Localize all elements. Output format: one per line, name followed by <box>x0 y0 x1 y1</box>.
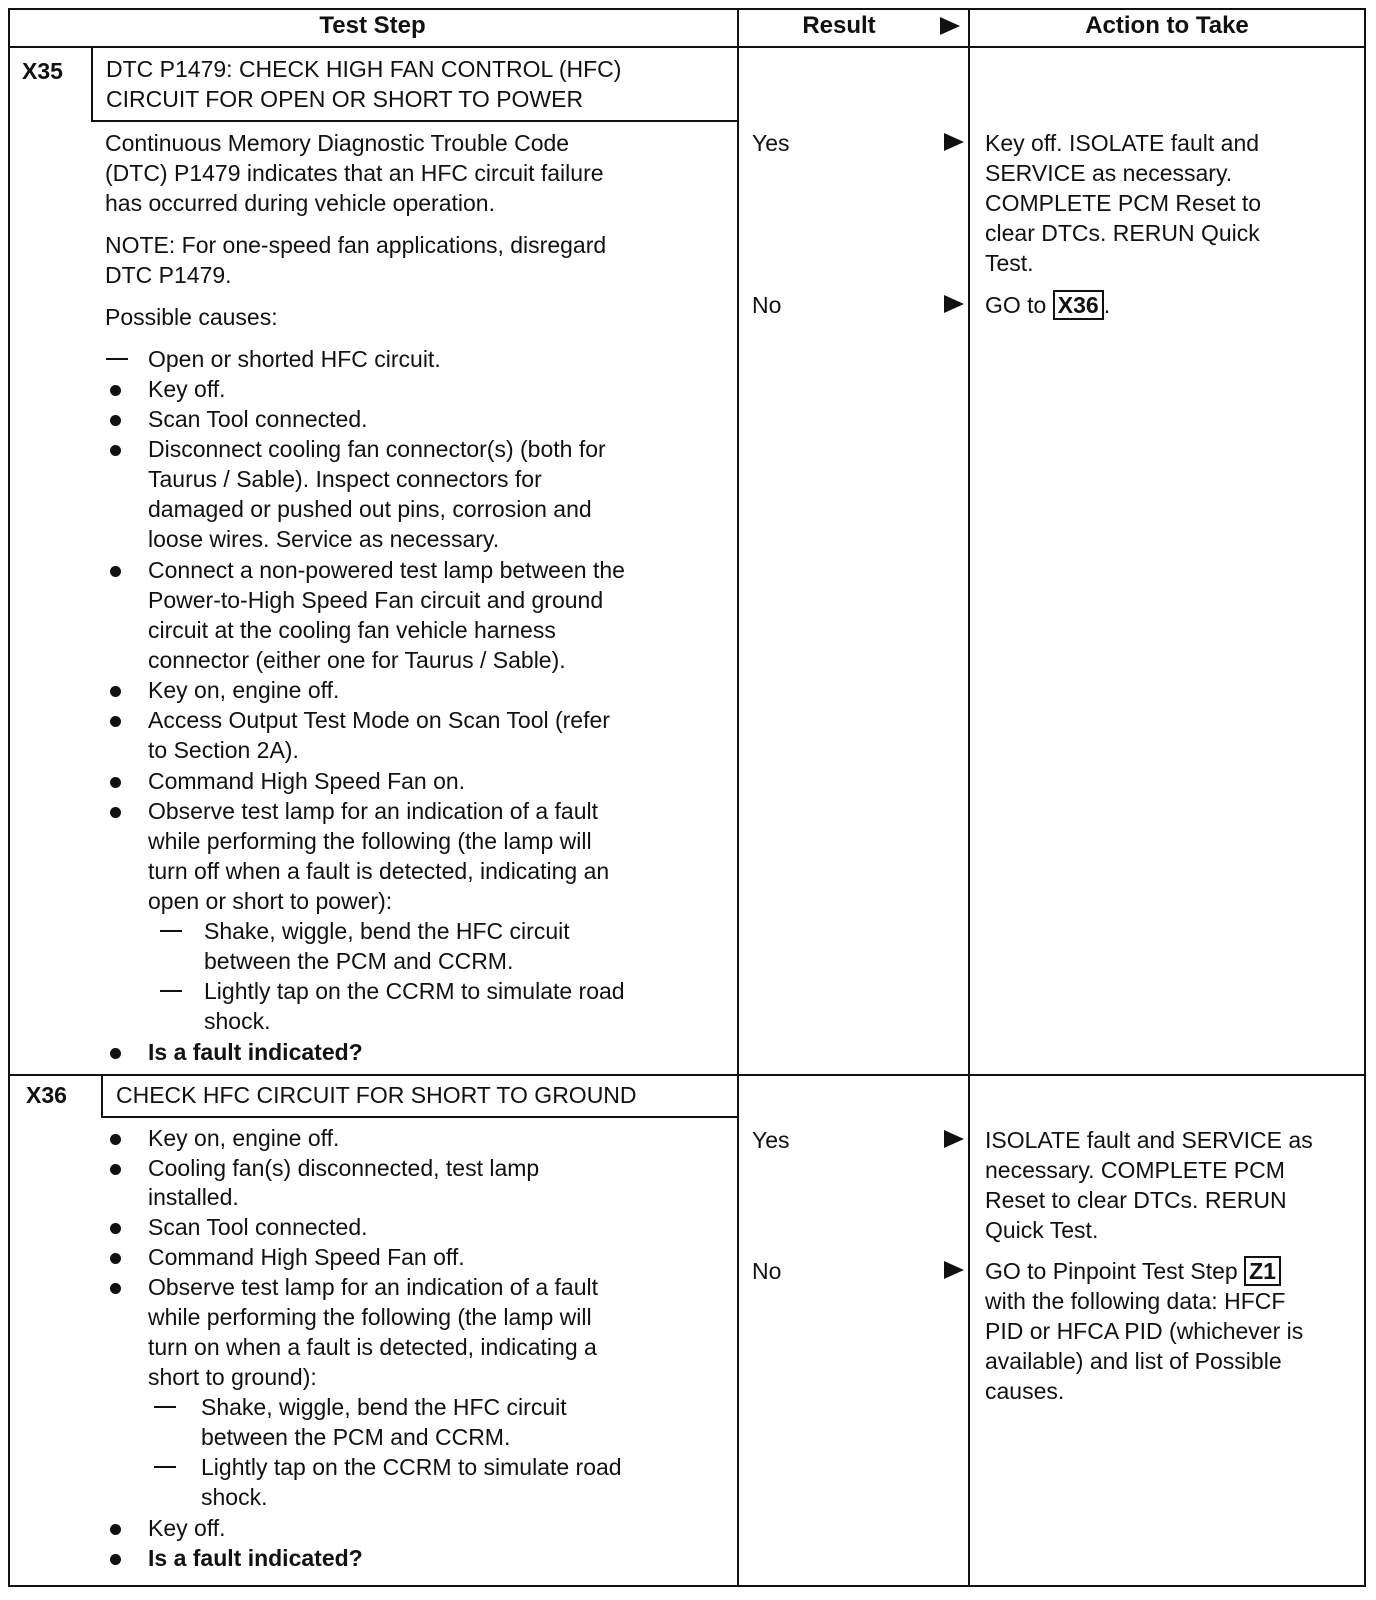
header-test-step: Test Step <box>319 12 426 39</box>
x35-b1: Key off. <box>148 376 226 402</box>
x35-b3-line-4: loose wires. Service as necessary. <box>148 526 500 552</box>
x35-b4-line-3: circuit at the cooling fan vehicle harness <box>148 617 556 643</box>
x35-title-bottom-border <box>91 120 739 122</box>
x36-b5-line-1: Observe test lamp for an indication of a fault <box>148 1274 599 1300</box>
x35-intro-line-1: Continuous Memory Diagnostic Trouble Code <box>105 130 570 156</box>
x35-id-divider <box>91 46 93 121</box>
x36-bullet-4 <box>110 1253 121 1264</box>
x36-b4: Command High Speed Fan off. <box>148 1244 465 1270</box>
x36-b3: Scan Tool connected. <box>148 1214 368 1240</box>
x35-b4-line-4: connector (either one for Taurus / Sable). <box>148 647 566 673</box>
x35-yes-action-line-5: Test. <box>985 250 1034 276</box>
x35-b8-line-1: Observe test lamp for an indication of a fault <box>148 798 599 824</box>
x36-no-action-line-2: with the following data: HFCF <box>985 1288 1286 1314</box>
x35-b8-line-4: open or short to power): <box>148 888 393 914</box>
x36-no-action-line-3: PID or HFCA PID (whichever is <box>985 1318 1304 1344</box>
x35-question: Is a fault indicated? <box>148 1039 363 1065</box>
x35-bullet-8 <box>110 807 121 818</box>
x35-note-line-2: DTC P1479. <box>105 262 232 288</box>
x36-bullet-1 <box>110 1134 121 1145</box>
x35-bullet-9 <box>110 1048 121 1059</box>
x35-yes-action-line-4: clear DTCs. RERUN Quick <box>985 220 1260 246</box>
x35-b6-line-1: Access Output Test Mode on Scan Tool (refer <box>148 707 610 733</box>
x35-bullet-2 <box>110 415 121 426</box>
x36-b2-line-1: Cooling fan(s) disconnected, test lamp <box>148 1155 540 1181</box>
x35-b2: Scan Tool connected. <box>148 406 368 432</box>
x35-no-action <box>985 290 1110 320</box>
x36-yes-action-line-3: Reset to clear DTCs. RERUN <box>985 1187 1287 1213</box>
x36-title-bottom-border <box>101 1116 739 1118</box>
x36-bullet-3 <box>110 1223 121 1234</box>
x35-b4-line-2: Power-to-High Speed Fan circuit and ground <box>148 587 604 613</box>
x35-sub1-line-1: Shake, wiggle, bend the HFC circuit <box>204 918 570 944</box>
x36-goto-z1-link[interactable]: Z1 <box>1244 1256 1281 1286</box>
x36-result-no: No <box>752 1258 782 1284</box>
x36-no-arrow-icon <box>944 1261 964 1279</box>
x36-sub1-line-2: between the PCM and CCRM. <box>201 1424 511 1450</box>
x36-id-divider <box>101 1074 103 1118</box>
x35-bullet-4 <box>110 566 121 577</box>
x36-b5-line-4: short to ground): <box>148 1364 317 1390</box>
x35-sub2-line-2: shock. <box>204 1008 271 1034</box>
x36-bullet-7 <box>110 1554 121 1565</box>
x35-cause-open: Open or shorted HFC circuit. <box>148 346 441 372</box>
x36-bullet-6 <box>110 1524 121 1535</box>
x36-sub2-dash <box>154 1466 176 1468</box>
x36-b2-line-2: installed. <box>148 1184 239 1210</box>
table-right-border <box>1364 8 1366 1587</box>
x35-b8-line-3: turn off when a fault is detected, indicating an <box>148 858 610 884</box>
x36-result-yes: Yes <box>752 1127 790 1153</box>
x36-step-id: X36 <box>26 1082 67 1108</box>
header-bottom-border <box>8 46 1366 48</box>
x36-sub1-line-1: Shake, wiggle, bend the HFC circuit <box>201 1394 567 1420</box>
x35-b5: Key on, engine off. <box>148 677 340 703</box>
x36-yes-action-line-2: necessary. COMPLETE PCM <box>985 1157 1285 1183</box>
header-action: Action to Take <box>1085 12 1249 39</box>
x35-yes-arrow-icon <box>944 133 964 151</box>
x35-b8-line-2: while performing the following (the lamp will <box>148 828 592 854</box>
x35-bullet-3 <box>110 445 121 456</box>
x36-no-action-line-1 <box>985 1256 1281 1286</box>
table-bottom-border <box>8 1585 1366 1587</box>
x35-b4-line-1: Connect a non-powered test lamp between the <box>148 557 625 583</box>
x36-no-action-line-5: causes. <box>985 1378 1065 1404</box>
x36-yes-action-line-4: Quick Test. <box>985 1217 1099 1243</box>
x35-b7: Command High Speed Fan on. <box>148 768 466 794</box>
x36-b6: Key off. <box>148 1515 226 1541</box>
x36-no-action-line-4: available) and list of Possible <box>985 1348 1282 1374</box>
x35-intro-line-2: (DTC) P1479 indicates that an HFC circuit failure <box>105 160 604 186</box>
x35-no-action-prefix: GO to <box>985 292 1053 318</box>
x36-sub2-line-1: Lightly tap on the CCRM to simulate road <box>201 1454 622 1480</box>
x35-possible-causes: Possible causes: <box>105 304 278 330</box>
x35-bullet-6 <box>110 716 121 727</box>
x36-b5-line-3: turn on when a fault is detected, indicating a <box>148 1334 597 1360</box>
x35-sub2-line-1: Lightly tap on the CCRM to simulate road <box>204 978 625 1004</box>
x35-bullet-1 <box>110 385 121 396</box>
x35-bullet-5 <box>110 686 121 697</box>
x36-title: CHECK HFC CIRCUIT FOR SHORT TO GROUND <box>116 1082 637 1108</box>
x36-b1: Key on, engine off. <box>148 1125 340 1151</box>
x35-x36-separator <box>8 1074 1366 1076</box>
x36-yes-arrow-icon <box>944 1130 964 1148</box>
x35-yes-action-line-3: COMPLETE PCM Reset to <box>985 190 1262 216</box>
x36-sub1-dash <box>154 1406 176 1408</box>
table-top-border <box>8 8 1366 10</box>
x35-title-line-1: DTC P1479: CHECK HIGH FAN CONTROL (HFC) <box>106 56 622 82</box>
x35-sub1-line-2: between the PCM and CCRM. <box>204 948 514 974</box>
x36-b5-line-2: while performing the following (the lamp will <box>148 1304 592 1330</box>
x35-yes-action-line-2: SERVICE as necessary. <box>985 160 1233 186</box>
x35-title-line-2: CIRCUIT FOR OPEN OR SHORT TO POWER <box>106 86 584 112</box>
x35-bullet-7 <box>110 777 121 788</box>
result-column-divider <box>737 8 739 1587</box>
x35-yes-action-line-1: Key off. ISOLATE fault and <box>985 130 1260 156</box>
x35-note-line-1: NOTE: For one-speed fan applications, disregard <box>105 232 607 258</box>
table-left-border <box>8 8 10 1587</box>
x35-b3-line-2: Taurus / Sable). Inspect connectors for <box>148 466 542 492</box>
x35-b3-line-1: Disconnect cooling fan connector(s) (both for <box>148 436 606 462</box>
x35-sub1-dash <box>160 930 182 932</box>
x35-result-no: No <box>752 292 782 318</box>
x35-no-action-suffix: . <box>1103 292 1111 318</box>
x36-no-action-prefix: GO to Pinpoint Test Step <box>985 1258 1245 1284</box>
x35-goto-x36-link[interactable]: X36 <box>1053 290 1104 320</box>
x35-step-id: X35 <box>22 58 63 84</box>
header-arrow-icon <box>940 17 960 35</box>
x35-sub2-dash <box>160 990 182 992</box>
x36-sub2-line-2: shock. <box>201 1484 268 1510</box>
x35-cause-dash <box>106 358 128 360</box>
x36-bullet-5 <box>110 1283 121 1294</box>
x35-result-yes: Yes <box>752 130 790 156</box>
x35-b3-line-3: damaged or pushed out pins, corrosion and <box>148 496 592 522</box>
x35-no-arrow-icon <box>944 295 964 313</box>
x35-intro-line-3: has occurred during vehicle operation. <box>105 190 495 216</box>
x36-question: Is a fault indicated? <box>148 1545 363 1571</box>
header-result: Result <box>802 12 876 39</box>
action-column-divider <box>968 8 970 1587</box>
x36-bullet-2 <box>110 1164 121 1175</box>
x36-yes-action-line-1: ISOLATE fault and SERVICE as <box>985 1127 1313 1153</box>
x35-b6-line-2: to Section 2A). <box>148 737 299 763</box>
